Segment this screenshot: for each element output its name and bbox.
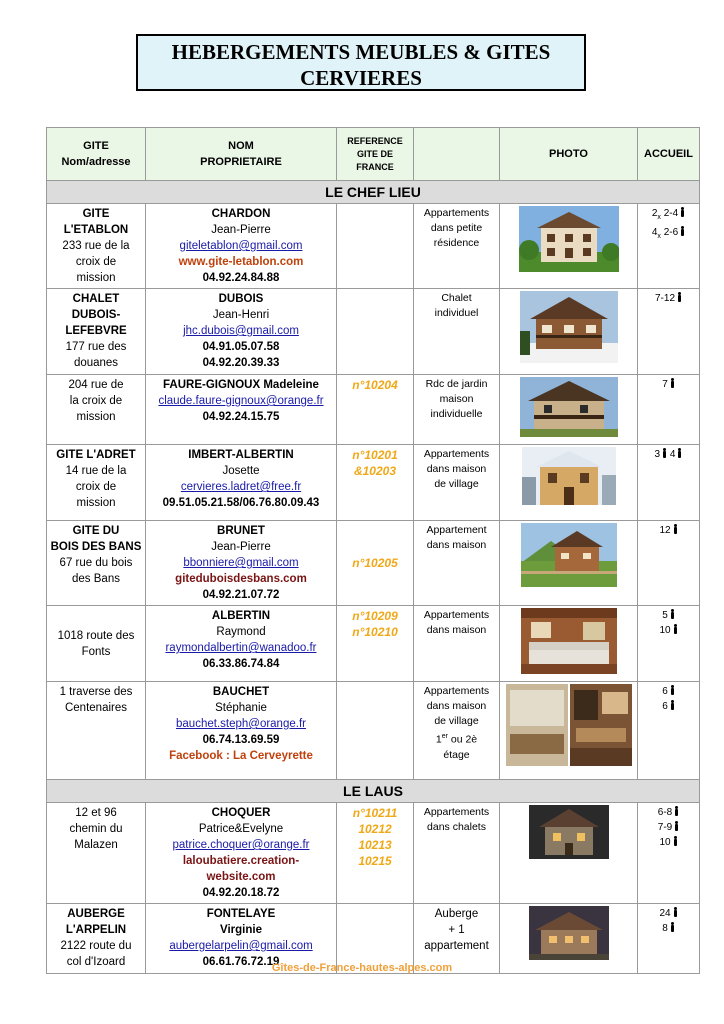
photo-cell [500,606,638,682]
description-cell: Appartements dans maison de village [414,445,500,521]
accueil-cell: 24 8 [638,904,700,974]
person-icon [674,821,679,831]
person-icon [670,685,675,695]
photo-cell [500,803,638,904]
description-cell: Appartements dans chalets [414,803,500,904]
header-accueil: ACCUEIL [638,128,700,181]
garden-house-photo [520,377,618,437]
person-icon [673,907,678,917]
reference-cell: n°10209 n°10210 [337,606,414,682]
accueil-cell: 5 10 [638,606,700,682]
header-description [414,128,500,181]
owner-cell: IMBERT-ALBERTIN Josette cervieres.ladret@free.fr 09.51.05.21.58/06.76.80.09.43 [146,445,337,521]
person-icon [677,448,682,458]
wood-house-photo [521,523,617,587]
description-cell: Appartement dans maison [414,521,500,606]
person-icon [673,624,678,634]
reference-cell [337,682,414,780]
email-link[interactable]: bbonniere@gmail.com [183,557,299,569]
reference-cell: n°10201 &10203 [337,445,414,521]
table-row [47,682,700,780]
description-cell: Appartements dans petite résidence [414,204,500,289]
accueil-cell: 3 4 [638,445,700,521]
email-link[interactable]: patrice.choquer@orange.fr [172,839,310,851]
table-row [47,521,700,606]
address-cell: 12 et 96 chemin du Malazen [47,803,146,904]
person-icon [670,609,675,619]
person-icon [680,226,685,236]
document-title [136,34,586,91]
table-row [47,204,700,289]
email-link[interactable]: claude.faure-gignoux@orange.fr [158,395,324,407]
phone: 09.51.05.21.58/06.76.80.09.43 [162,497,320,509]
address-cell: GITE L'ADRET 14 rue de la croix de mission [47,445,146,521]
email-link[interactable]: raymondalbertin@wanadoo.fr [165,642,317,654]
house-photo [519,206,619,272]
phone: 04.92.24.15.75 [202,411,280,423]
header-gite: GITE Nom/adresse [47,128,146,181]
address-cell: 1018 route des Fonts [47,606,146,682]
phone: 06.74.13.69.59 [202,734,280,746]
email-link[interactable]: aubergelarpelin@gmail.com [169,940,313,952]
header-reference: REFERENCE GITE DE FRANCE [337,128,414,181]
section-title: LE CHEF LIEU [47,181,700,204]
lodging-table [46,127,700,974]
person-icon [662,448,667,458]
address-cell: GITE DU BOIS DES BANS 67 rue du bois des Bans [47,521,146,606]
phone: 04.92.21.07.72 [202,589,280,601]
person-icon [677,292,682,302]
table-row [47,803,700,904]
owner-cell: CHOQUER Patrice&Evelyne patrice.choquer@orange.fr laloubatiere.creation- website.com 04.92.20.18.72 [146,803,337,904]
apartment-interior-photo [506,684,632,766]
auberge-photo [529,906,609,960]
accueil-cell: 7 [638,375,700,445]
reference-cell: n°10211 10212 10213 10215 [337,803,414,904]
person-icon [673,836,678,846]
table-header-row [47,128,700,181]
email-link[interactable]: jhc.dubois@gmail.com [183,325,299,337]
email-link[interactable]: cervieres.ladret@free.fr [180,481,302,493]
reference-cell: n°10204 [337,375,414,445]
reference-cell [337,204,414,289]
description-cell: Chalet individuel [414,289,500,375]
person-icon [670,700,675,710]
address-cell: CHALET DUBOIS- LEFEBVRE 177 rue des douanes [47,289,146,375]
photo-cell [500,204,638,289]
table-row [47,289,700,375]
owner-cell: BRUNET Jean-Pierre bbonniere@gmail.com giteduboisdesbans.com 04.92.21.07.72 [146,521,337,606]
chalet-photo [520,291,618,363]
phone: 04.92.20.39.33 [202,357,280,369]
living-room-photo [521,608,617,674]
photo-cell [500,682,638,780]
footer-website[interactable]: Gîtes-de-France-hautes-alpes.com [271,962,453,974]
email-link[interactable]: giteletablon@gmail.com [179,240,303,252]
address-cell: 204 rue de la croix de mission [47,375,146,445]
facebook-link[interactable]: Facebook : La Cerveyrette [169,750,313,762]
address-cell: 1 traverse des Centenaires [47,682,146,780]
photo-cell [500,289,638,375]
phone: 06.61.76.72.19 [202,956,280,968]
header-photo: PHOTO [500,128,638,181]
table-row [47,606,700,682]
person-icon [673,524,678,534]
accueil-cell: 12 [638,521,700,606]
header-nom: NOM PROPRIETAIRE [146,128,337,181]
description-cell: Appartements dans maison de village 1er ou 2è étage [414,682,500,780]
phone: 06.33.86.74.84 [202,658,280,670]
owner-cell: ALBERTIN Raymond raymondalbertin@wanadoo.fr 06.33.86.74.84 [146,606,337,682]
accueil-cell: $2_x$ 2-4 $4_x$ 2-6 [638,204,700,289]
description-cell: Appartements dans maison [414,606,500,682]
owner-cell: BAUCHET Stéphanie bauchet.steph@orange.fr 06.74.13.69.59 Facebook : La Cerveyrette [146,682,337,780]
description-cell: Auberge + 1 appartement [414,904,500,974]
accueil-cell: 6 6 [638,682,700,780]
table-row [47,445,700,521]
accueil-cell: 6-8 7-9 10 [638,803,700,904]
village-house-photo [522,447,616,511]
reference-cell [337,289,414,375]
title-line-2: CERVIERES [300,66,422,90]
phone: 04.91.05.07.58 [202,341,280,353]
photo-cell [500,375,638,445]
owner-cell: CHARDON Jean-Pierre giteletablon@gmail.com www.gite-letablon.com 04.92.24.84.88 [146,204,337,289]
person-icon [670,378,675,388]
table-row [47,375,700,445]
owner-cell: FAURE-GIGNOUX Madeleine claude.faure-gignoux@orange.fr 04.92.24.15.75 [146,375,337,445]
person-icon [674,806,679,816]
phone: 04.92.24.84.88 [202,272,280,284]
accueil-cell: 7-12 [638,289,700,375]
person-icon [680,207,685,217]
section-row-laus [47,780,700,803]
address-cell: AUBERGE L'ARPELIN 2122 route du col d'Izoard [47,904,146,974]
phone: 04.92.20.18.72 [202,887,280,899]
description-cell: Rdc de jardin maison individuelle [414,375,500,445]
website-link[interactable]: giteduboisdesbans.com [175,573,307,585]
owner-cell: DUBOIS Jean-Henri jhc.dubois@gmail.com 04.91.05.07.58 04.92.20.39.33 [146,289,337,375]
photo-cell [500,445,638,521]
website-link[interactable]: laloubatiere.creation- website.com [182,855,300,883]
address-cell: GITE L'ETABLON 233 rue de la croix de mission [47,204,146,289]
stone-chalet-photo [529,805,609,859]
title-line-1: HEBERGEMENTS MEUBLES & GITES [171,40,551,64]
photo-cell [500,521,638,606]
owner-cell: FONTELAYE Virginie aubergelarpelin@gmail.com 06.61.76.72.19 [146,904,337,974]
section-title: LE LAUS [47,780,700,803]
person-icon [670,922,675,932]
reference-cell: n°10205 [337,521,414,606]
section-row-chef-lieu [47,181,700,204]
website-link[interactable]: www.gite-letablon.com [178,256,304,268]
email-link[interactable]: bauchet.steph@orange.fr [176,718,306,730]
